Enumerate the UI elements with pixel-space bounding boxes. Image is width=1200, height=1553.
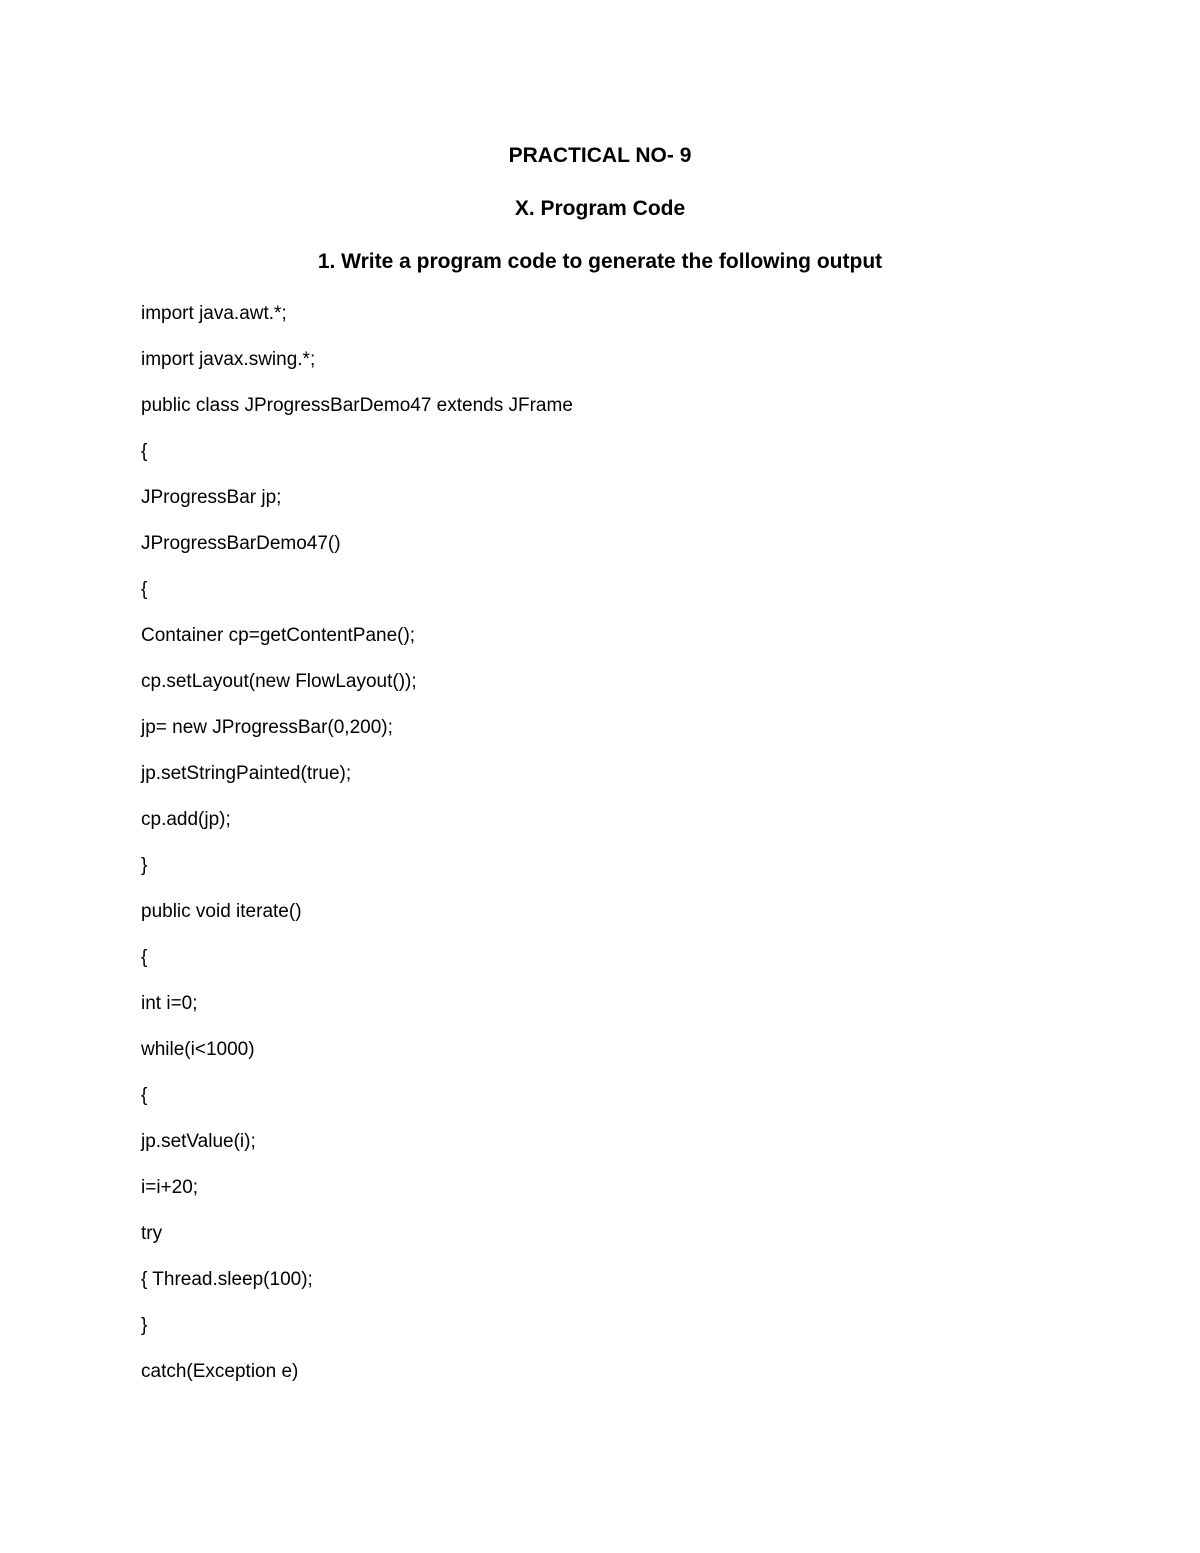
section-heading: X. Program Code (514, 197, 686, 220)
code-line: try (141, 1223, 163, 1244)
code-line: JProgressBarDemo47() (141, 533, 341, 554)
practical-number-heading: PRACTICAL NO- 9 (508, 144, 692, 167)
code-line: } (141, 1315, 148, 1336)
code-line: { (141, 1085, 148, 1106)
code-line: } (141, 855, 148, 876)
code-line: cp.add(jp); (141, 809, 231, 830)
code-line: { (141, 947, 148, 968)
question-heading: 1. Write a program code to generate the following output (317, 250, 883, 273)
code-line: JProgressBar jp; (141, 487, 282, 508)
code-line: while(i<1000) (141, 1039, 255, 1060)
code-line: { (141, 579, 148, 600)
code-line: jp.setStringPainted(true); (141, 763, 352, 784)
code-line: public void iterate() (141, 901, 302, 922)
code-line: jp= new JProgressBar(0,200); (141, 717, 393, 738)
code-line: catch(Exception e) (141, 1361, 299, 1382)
code-line: import javax.swing.*; (141, 349, 316, 370)
code-line: int i=0; (141, 993, 198, 1014)
code-line: i=i+20; (141, 1177, 199, 1198)
code-line: cp.setLayout(new FlowLayout()); (141, 671, 417, 692)
code-line: import java.awt.*; (141, 303, 287, 324)
code-line: Container cp=getContentPane(); (141, 625, 416, 646)
code-line: public class JProgressBarDemo47 extends JFrame (141, 395, 573, 416)
code-line: jp.setValue(i); (141, 1131, 256, 1152)
code-line: { (141, 441, 148, 462)
code-line: { Thread.sleep(100); (141, 1269, 313, 1290)
